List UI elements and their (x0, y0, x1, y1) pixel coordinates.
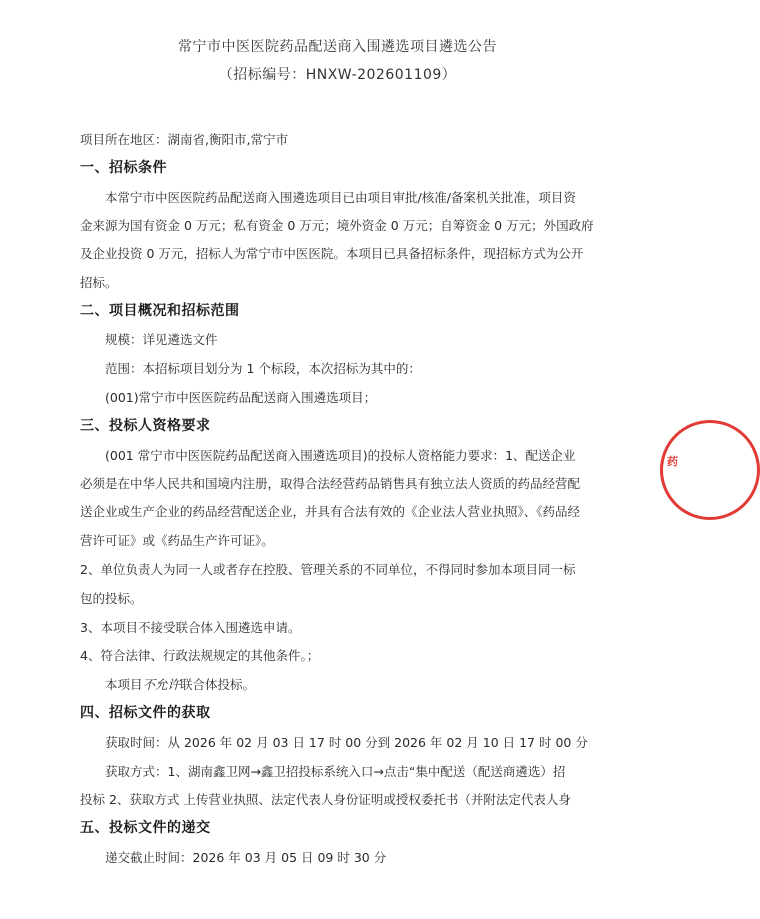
seal-text: 药 (667, 455, 678, 468)
sec1-line-4: 招标。 (80, 275, 118, 290)
sec1-line-2: 金来源为国有资金 0 万元；私有资金 0 万元；境外资金 0 万元；自筹资金 0 万元；外国政府 (80, 218, 594, 233)
sec2-line-2: 范围：本招标项目划分为 1 个标段，本次招标为其中的： (105, 361, 421, 376)
section-5-heading: 五、投标文件的递交 (80, 820, 211, 836)
section-2-heading: 二、项目概况和招标范围 (80, 303, 240, 319)
official-seal-stamp (660, 420, 760, 520)
document-number: （招标编号：HNXW-202601109） (218, 67, 457, 83)
sec3-line-6: 包的投标。 (80, 591, 143, 606)
sec1-line-1: 本常宁市中医医院药品配送商入围遴选项目已由项目审批/核准/备案机关批准，项目资 (105, 190, 576, 205)
section-3-heading: 三、投标人资格要求 (80, 418, 211, 434)
sec3-line-9: 本项目不允许联合体投标。 (105, 677, 256, 692)
sec3-line-3: 送企业或生产企业的药品经营配送企业，并具有合法有效的《企业法人营业执照》、《药品经 (80, 504, 581, 519)
document-title: 常宁市中医医院药品配送商入围遴选项目遴选公告 (178, 39, 497, 55)
sec3-line-2: 必须是在中华人民共和国境内注册，取得合法经营药品销售具有独立法人资质的药品经营配 (80, 476, 581, 491)
sec4-line-2: 获取方式：1、湖南鑫卫网→鑫卫招投标系统入口→点击“集中配送（配送商遴选）招 (105, 764, 566, 779)
sec1-line-3: 及企业投资 0 万元，招标人为常宁市中医医院。本项目已具备招标条件，现招标方式为公开 (80, 246, 584, 261)
sec3-line-4: 营许可证》或《药品生产许可证》。 (80, 533, 274, 548)
sec4-line-1: 获取时间：从 2026 年 02 月 03 日 17 时 00 分到 2026 年 02 月 10 日 17 时 00 分 (105, 735, 588, 750)
section-4-heading: 四、招标文件的获取 (80, 705, 211, 721)
sec5-line-1: 递交截止时间：2026 年 03 月 05 日 09 时 30 分 (105, 850, 387, 865)
sec2-line-1: 规模：详见遴选文件 (105, 332, 218, 347)
sec3-line-8: 4、符合法律、行政法规规定的其他条件。； (80, 648, 320, 663)
sec3-line-7: 3、本项目不接受联合体入围遴选申请。 (80, 620, 301, 635)
sec3-line-5: 2、单位负责人为同一人或者存在控股、管理关系的不同单位，不得同时参加本项目同一标 (80, 562, 576, 577)
sec2-line-3: (001)常宁市中医医院药品配送商入围遴选项目； (105, 390, 377, 405)
section-1-heading: 一、招标条件 (80, 160, 167, 176)
sec3-line-1: (001 常宁市中医医院药品配送商入围遴选项目)的投标人资格能力要求：1、配送企业 (105, 448, 576, 463)
project-region: 项目所在地区：湖南省,衡阳市,常宁市 (80, 132, 288, 147)
sec4-line-3: 投标 2、获取方式 上传营业执照、法定代表人身份证明或授权委托书（并附法定代表人身 (80, 792, 571, 807)
